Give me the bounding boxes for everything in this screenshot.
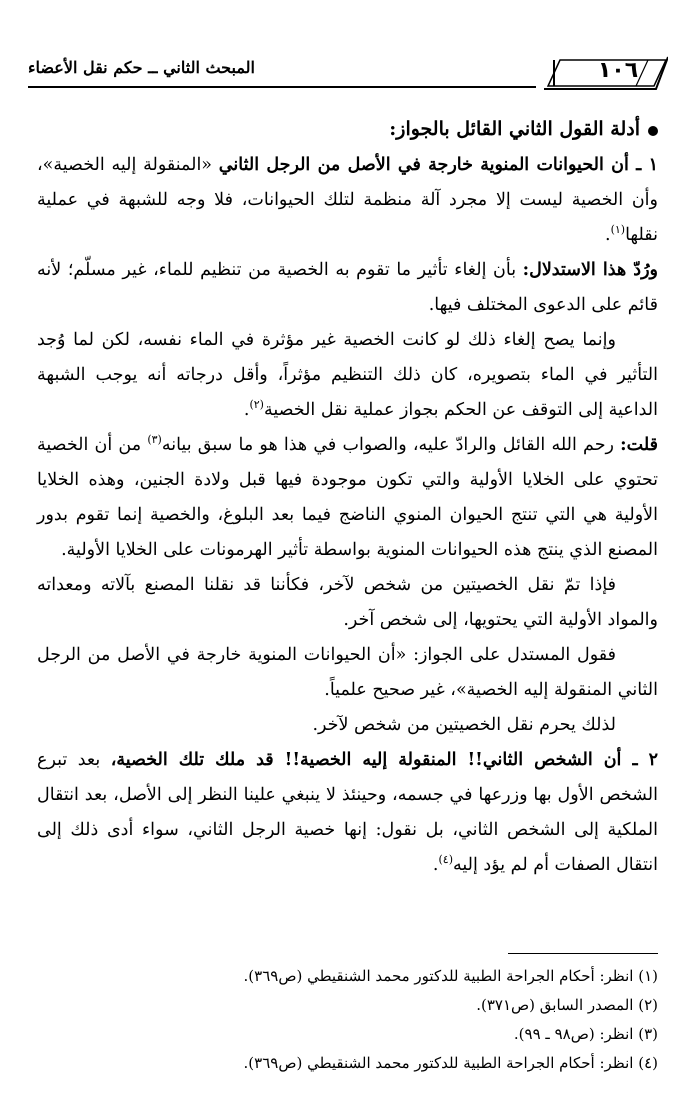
- footnote-ref-1: (١): [610, 223, 626, 237]
- paragraph-1-end: .: [604, 225, 611, 245]
- paragraph-2-body: بأن إلغاء تأثير ما تقوم به الخصية من تنظيم للماء، غير مسلّم؛ لأنه قائم على الدعوى المختلف فيها.: [37, 260, 658, 315]
- paragraph-6: [37, 638, 658, 708]
- main-text: [37, 112, 658, 883]
- paragraph-4-lead: قلت:: [620, 435, 658, 455]
- paragraph-6-body: فقول المستدل على الجواز: «أن الحيوانات المنوية خارجة في الأصل من الرجل الثاني المنقولة إليه الخصية»، غير صحيح علمياً.: [37, 645, 658, 700]
- paragraph-4: [37, 428, 658, 568]
- paragraph-3-body: وإنما يصح إلغاء ذلك لو كانت الخصية غير مؤثرة في الماء نفسه، لكن لما وُجد التأثير في الماء بتصويره، كان ذلك التنظيم مؤثراً، وأقل درجاته أنه يوجب الشبهة الداعية إلى التوقف عن الحكم بجواز عملية نقل الخصية: [37, 330, 658, 420]
- paragraph-7-body: لذلك يحرم نقل الخصيتين من شخص لآخر.: [312, 715, 616, 735]
- header-rule: [28, 86, 536, 88]
- footnotes: [37, 962, 658, 1078]
- paragraph-7: [37, 708, 658, 743]
- footnote-separator: [508, 953, 658, 954]
- footnote-2: (٢) المصدر السابق (ص٣٧١).: [476, 996, 658, 1014]
- footnote-1: (١) انظر: أحكام الجراحة الطبية للدكتور محمد الشنقيطي (ص٣٦٩).: [243, 967, 658, 985]
- paragraph-3: [37, 323, 658, 428]
- paragraph-2: [37, 253, 658, 323]
- page-number: ١٠٦: [597, 58, 639, 83]
- paragraph-8-end: .: [432, 855, 439, 875]
- footnote-3: (٣) انظر: (ص٩٨ ـ ٩٩).: [513, 1025, 658, 1043]
- footnote-4: (٤) انظر: أحكام الجراحة الطبية للدكتور محمد الشنقيطي (ص٣٦٩).: [243, 1054, 658, 1072]
- footnote-ref-3: (٣): [147, 433, 162, 447]
- paragraph-5-body: فإذا تمّ نقل الخصيتين من شخص لآخر، فكأننا قد نقلنا المصنع بآلاته ومعداته والمواد الأولية التي يحتويها، إلى شخص آخر.: [37, 575, 658, 630]
- paragraph-8-lead: ٢ ـ أن الشخص الثاني!! المنقولة إليه الخصية!! قد ملك تلك الخصية،: [110, 750, 658, 770]
- paragraph-5: [37, 568, 658, 638]
- paragraph-3-end: .: [243, 400, 250, 420]
- section-heading: أدلة القول الثاني القائل بالجواز:: [37, 112, 658, 148]
- paragraph-4-body-b: من أن الخصية تحتوي على الخلايا الأولية والتي تكون موجودة فيها قبل ولادة الجنين، وهذه الخلايا الأولية هي التي تنتج الحيوان المنوي الناضج فيما بعد البلوغ، والخصية إنما تقوم بدور المصنع الذي ينتج هذه الحيوانات المنوية بواسطة تأثير الهرمونات على الخلايا الأولية.: [37, 435, 658, 560]
- footnote-ref-2: (٢): [249, 398, 264, 412]
- paragraph-2-lead: ورُدّ هذا الاستدلال:: [522, 260, 658, 280]
- paragraph-8-body: بعد تبرع الشخص الأول بها وزرعها في جسمه، وحينئذ لا ينبغي علينا النظر إلى الأصل، بعد انتقال الملكية إلى الشخص الثاني، بل نقول: إنها خصية الرجل الثاني، سواء أدى ذلك إلى انتقال الصفات أم لم يؤد إليه: [37, 750, 658, 875]
- paragraph-1-lead: ١ ـ أن الحيوانات المنوية خارجة في الأصل من الرجل الثاني: [218, 155, 658, 175]
- paragraph-1-body: «المنقولة إليه الخصية»، وأن الخصية ليست إلا مجرد آلة منظمة لتلك الحيوانات، فلا وجه للشبهة في عملية نقلها: [37, 155, 658, 245]
- page-number-frame: [544, 56, 668, 88]
- running-header: [28, 52, 668, 96]
- footnote-ref-4: (٤): [438, 853, 453, 867]
- bullet-icon: [648, 126, 658, 136]
- running-header-title: المبحث الثاني ــ حكم نقل الأعضاء: [28, 58, 255, 77]
- paragraph-4-body-a: رحم الله القائل والرادّ عليه، والصواب في هذا هو ما سبق بيانه: [161, 435, 621, 455]
- paragraph-1: [37, 148, 658, 253]
- paragraph-8: [37, 743, 658, 883]
